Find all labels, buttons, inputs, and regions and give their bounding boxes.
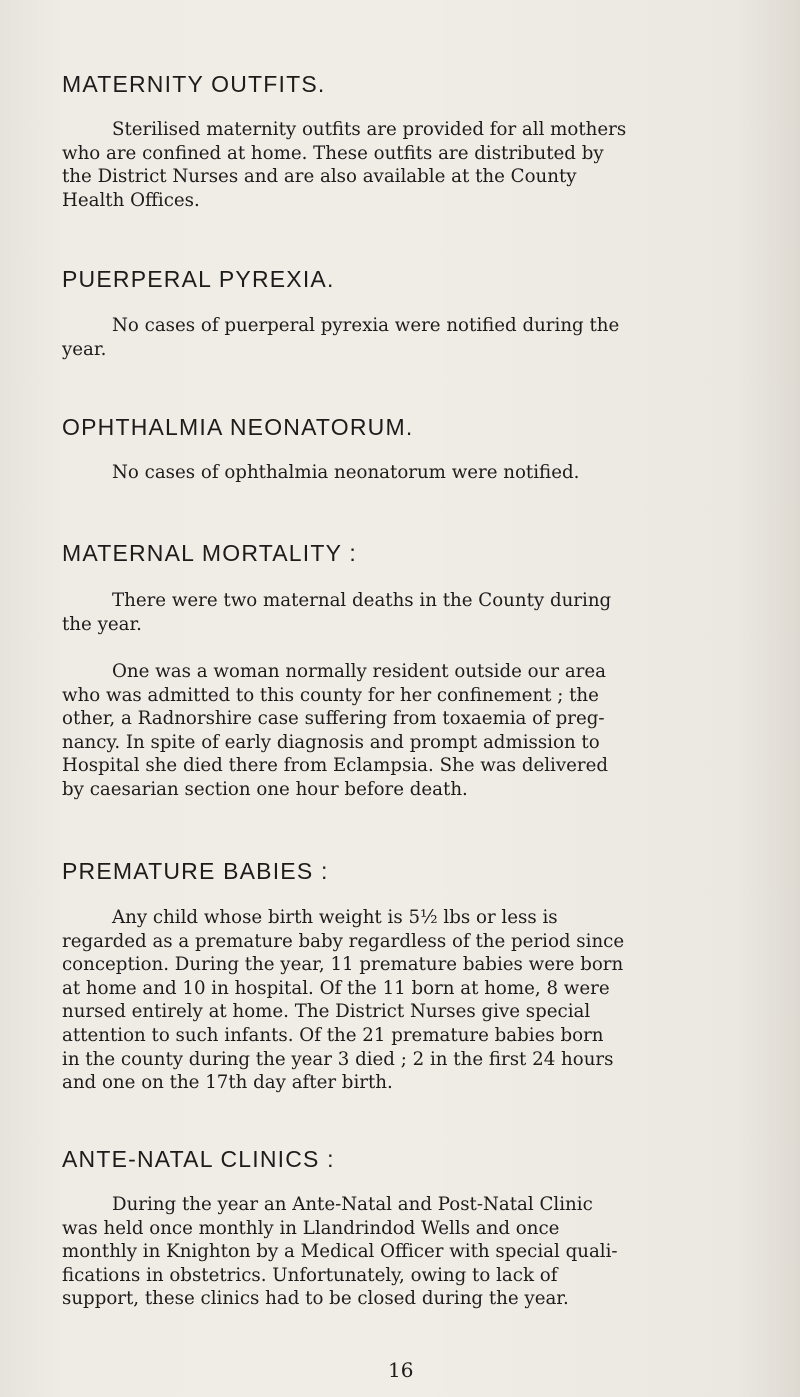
paragraph-premature-babies	[62, 906, 762, 1095]
text-line: monthly in Knighton by a Medical Officer with special quali-	[62, 1241, 618, 1263]
text-line: Hospital she died there from Eclampsia. She was delivered	[62, 755, 609, 777]
text-line: There were two maternal deaths in the County during	[112, 590, 612, 611]
text-line: the year.	[62, 613, 142, 635]
text-line: at home and 10 in hospital. Of the 11 born at home, 8 were	[62, 977, 610, 999]
paragraph-puerperal-pyrexia	[62, 314, 762, 361]
text-line: year.	[62, 338, 107, 360]
text-line: No cases of ophthalmia neonatorum were notified.	[112, 462, 580, 483]
paragraph-maternity-outfits	[62, 118, 762, 212]
paragraph-ante-natal-clinics	[62, 1193, 762, 1311]
text-line: No cases of puerperal pyrexia were notified during the	[112, 315, 620, 336]
text-line: who are confined at home. These outfits are distributed by	[62, 142, 604, 164]
paragraph-ophthalmia-neonatorum	[62, 461, 762, 485]
section-heading-maternal-mortality: MATERNAL MORTALITY :	[62, 540, 357, 566]
text-line: conception. During the year, 11 premature babies were born	[62, 954, 624, 976]
section-heading-puerperal-pyrexia: PUERPERAL PYREXIA.	[62, 266, 335, 292]
text-line: and one on the 17th day after birth.	[62, 1072, 393, 1094]
paragraph-maternal-mortality-1	[62, 589, 762, 636]
text-line: other, a Radnorshire case suffering from toxaemia of preg-	[62, 708, 605, 730]
section-heading-premature-babies: PREMATURE BABIES :	[62, 858, 329, 884]
text-line: nursed entirely at home. The District Nurses give special	[62, 1001, 591, 1023]
text-line: nancy. In spite of early diagnosis and prompt admission to	[62, 731, 600, 753]
page-number: 16	[388, 1358, 414, 1382]
text-line: who was admitted to this county for her confinement ; the	[62, 684, 599, 706]
text-line: support, these clinics had to be closed during the year.	[62, 1288, 569, 1310]
text-line: regarded as a premature baby regardless of the period since	[62, 930, 625, 952]
section-heading-ante-natal-clinics: ANTE-NATAL CLINICS :	[62, 1146, 335, 1172]
section-heading-maternity-outfits: MATERNITY OUTFITS.	[62, 71, 326, 97]
paragraph-maternal-mortality-2	[62, 660, 762, 802]
text-line: was held once monthly in Llandrindod Wells and once	[62, 1217, 560, 1239]
section-heading-ophthalmia-neonatorum: OPHTHALMIA NEONATORUM.	[62, 414, 414, 440]
text-line: fications in obstetrics. Unfortunately, owing to lack of	[62, 1264, 558, 1286]
text-line: Health Offices.	[62, 189, 200, 211]
text-line: During the year an Ante-Natal and Post-Natal Clinic	[112, 1194, 593, 1215]
text-line: by caesarian section one hour before death.	[62, 778, 468, 800]
text-line: Any child whose birth weight is 5½ lbs or less is	[112, 907, 558, 928]
text-line: in the county during the year 3 died ; 2 in the first 24 hours	[62, 1048, 614, 1070]
text-line: the District Nurses and are also available at the County	[62, 166, 577, 188]
text-line: Sterilised maternity outfits are provided for all mothers	[112, 119, 627, 140]
text-line: attention to such infants. Of the 21 premature babies born	[62, 1024, 604, 1046]
text-line: One was a woman normally resident outside our area	[112, 661, 606, 682]
